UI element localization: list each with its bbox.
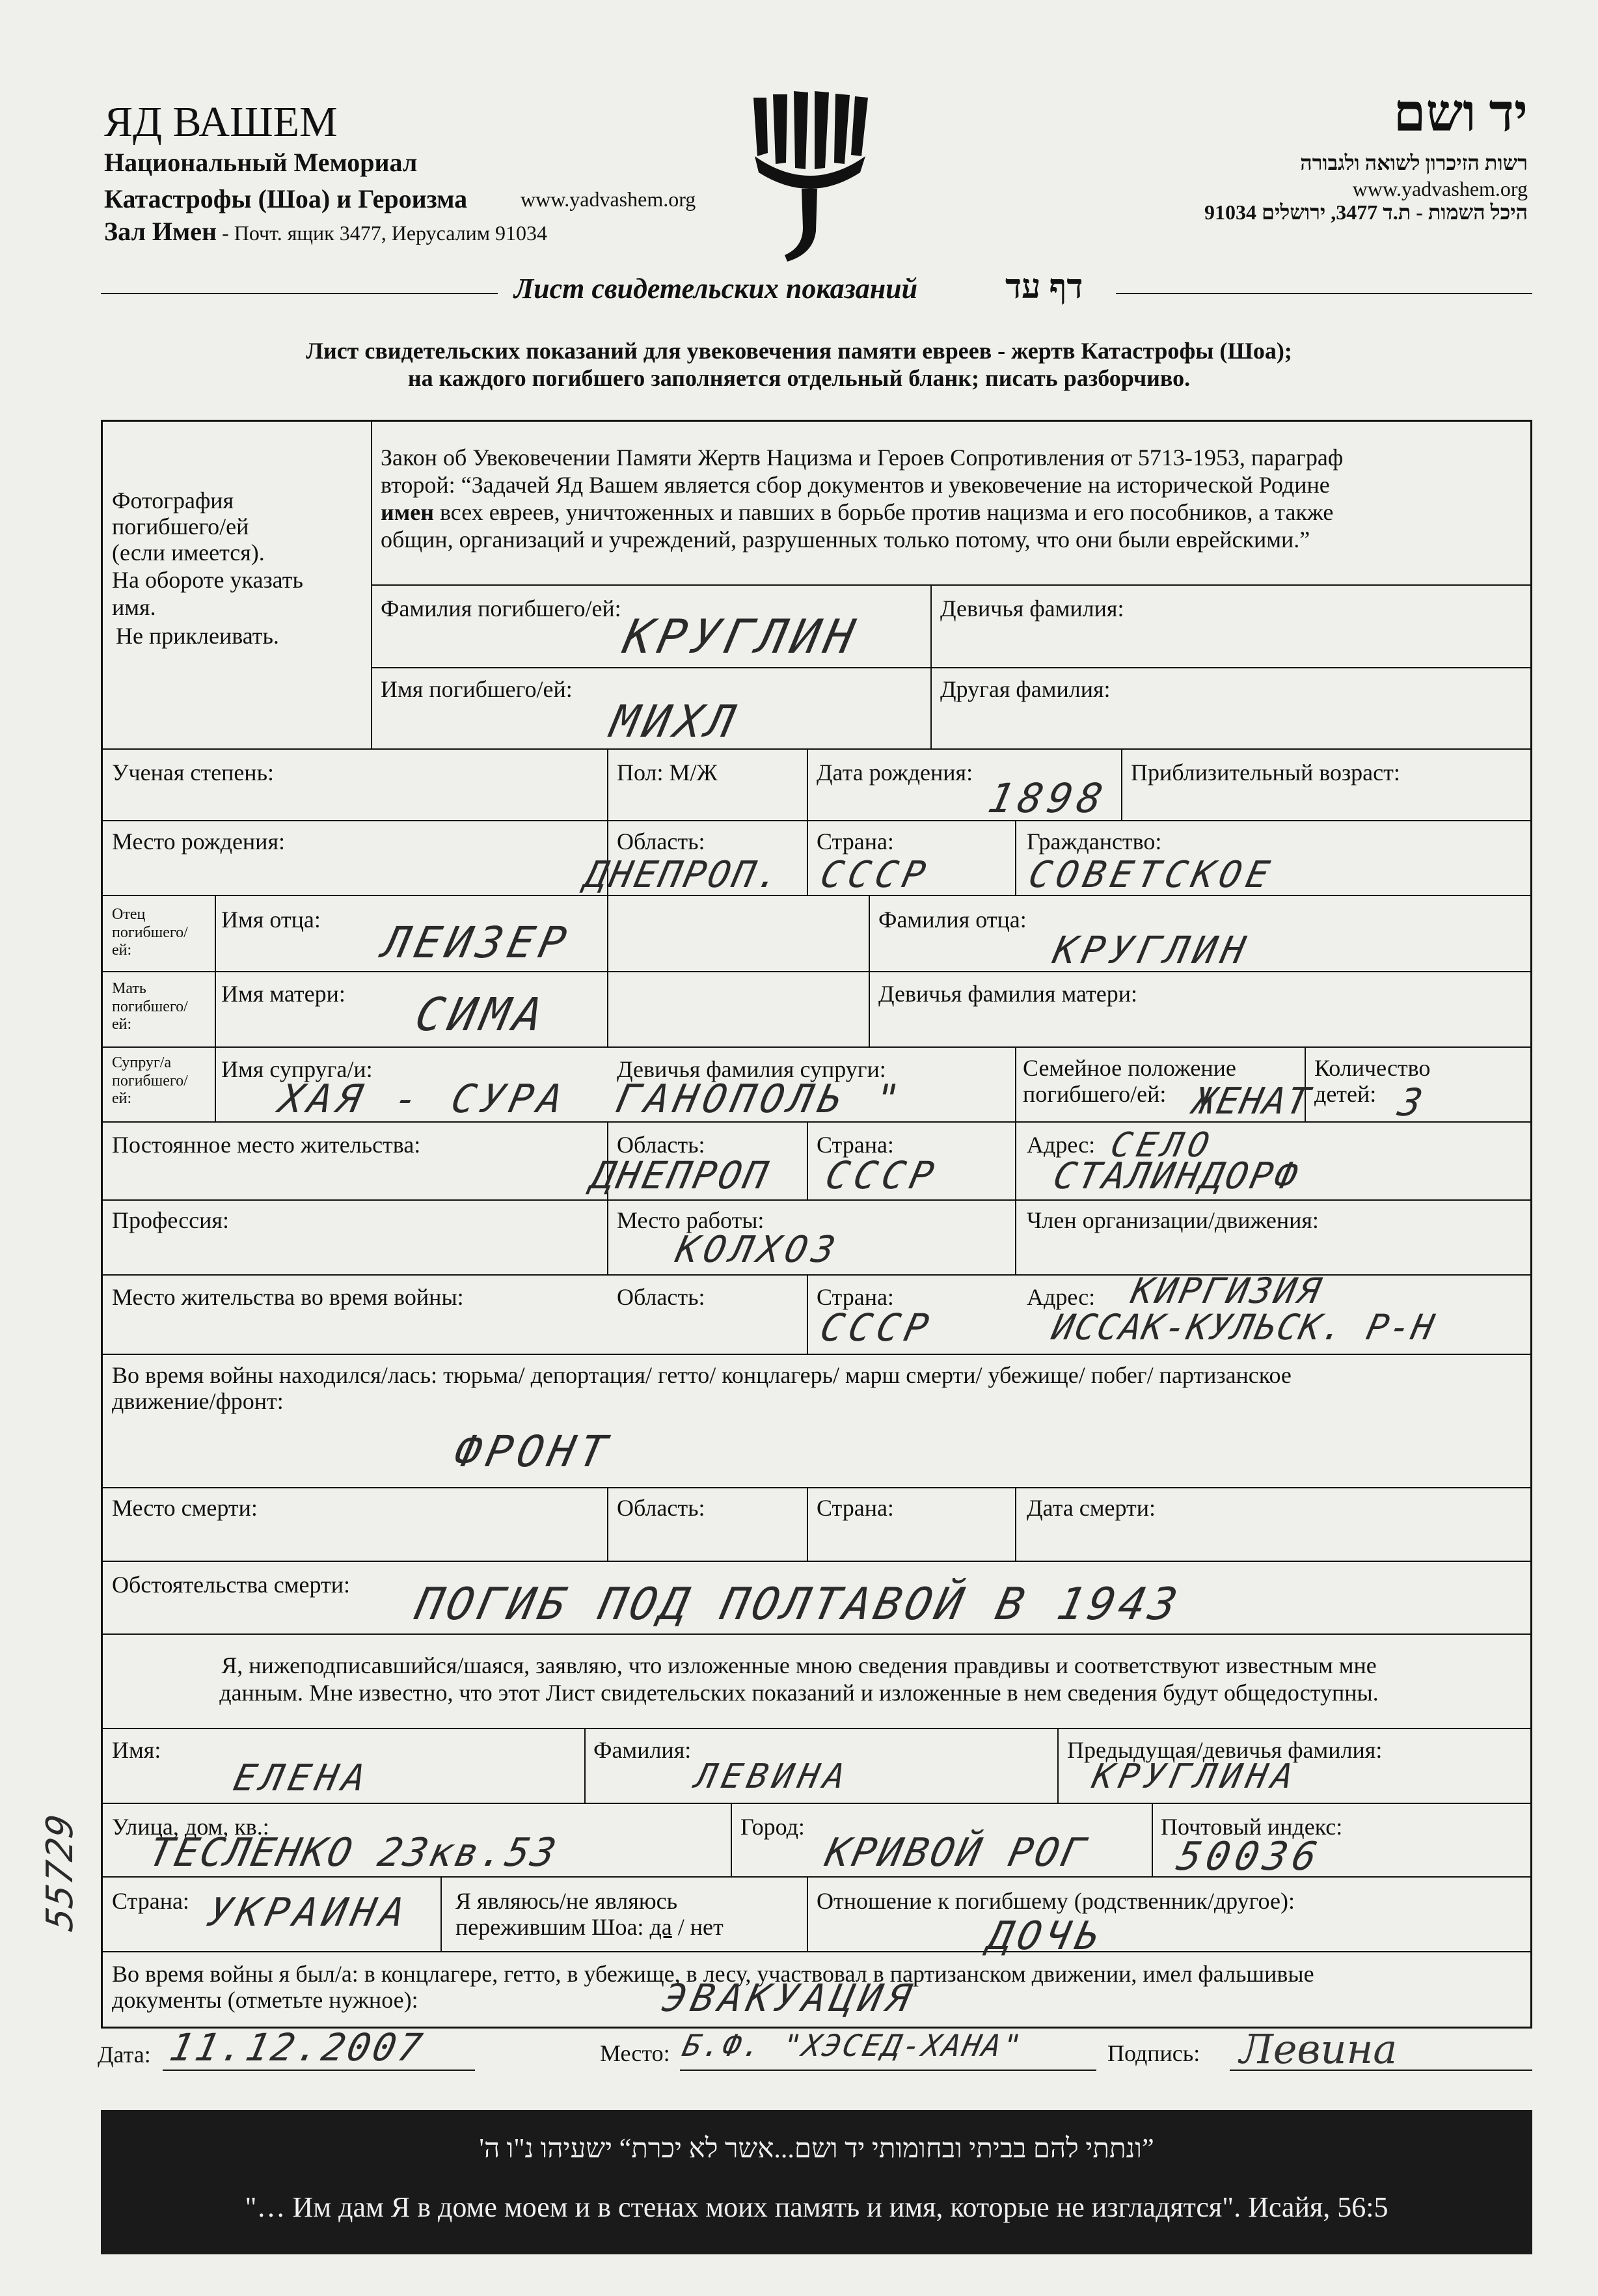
wartime-country-label: Страна: [817, 1284, 894, 1310]
photo-line3: (если имеется). [112, 540, 265, 566]
vr [1015, 820, 1016, 895]
wartime-address-line2[interactable]: ИССАК-КУЛЬСК. Р-Н [1048, 1307, 1439, 1348]
org-subtitle2-ru: Катастрофы (Шоа) и Героизма [104, 184, 468, 213]
father-side-label: Отец погибшего/ ей: [112, 906, 188, 959]
hr [101, 1876, 1532, 1878]
victim-other-surname-label: Другая фамилия: [940, 676, 1111, 702]
yad-vashem-logo [748, 91, 872, 267]
vr [807, 1487, 808, 1561]
death-region-label: Область: [617, 1495, 705, 1521]
wartime-address-label: Адрес: [1027, 1284, 1096, 1310]
law-names-bold: имен [381, 499, 434, 525]
city-value[interactable]: КРИВОЙ РОГ [821, 1830, 1092, 1876]
hall-address: - Почт. ящик 3477, Иерусалим 91034 [217, 221, 548, 245]
workplace-value[interactable]: КОЛХОЗ [672, 1229, 845, 1271]
submitter-war-value[interactable]: ЭВАКУАЦИЯ [658, 1976, 920, 2020]
hr [101, 1561, 1532, 1562]
submitter-name-value[interactable]: ЕЛЕНА [230, 1757, 375, 1799]
hr [101, 1951, 1532, 1952]
hr [101, 1728, 1532, 1729]
vr [607, 1487, 608, 1561]
hr [371, 584, 1532, 586]
photo-line5: имя. [112, 594, 156, 620]
hall-address-ru [104, 216, 547, 247]
photo-line2: погибшего/ей [112, 513, 249, 540]
father-name-value[interactable]: ЛЕИЗЕР [378, 918, 576, 968]
survivor-yes-option[interactable]: да [649, 1914, 672, 1940]
marital-value[interactable]: ЖЕНАТ [1189, 1080, 1315, 1123]
mother-name-value[interactable]: СИМА [411, 988, 553, 1041]
victim-maiden-label: Девичья фамилия: [940, 595, 1124, 622]
father-name-label: Имя отца: [221, 907, 321, 933]
father-surname-value[interactable]: КРУГЛИН [1049, 928, 1254, 972]
death-circumstances-label: Обстоятельства смерти: [112, 1572, 350, 1598]
declaration-line1: Я, нижеподписавшийся/шаяся, заявляю, что изложенные мною сведения правдивы и соответствуют известным мне [221, 1652, 1377, 1678]
marital-label: Семейное положение погибшего/ей: [1023, 1055, 1236, 1107]
vr [1015, 1121, 1016, 1274]
birth-country-value[interactable]: СССР [817, 854, 934, 896]
org-subtitle-he: רשות הזיכרון לשואה ולגבורה [1300, 151, 1528, 174]
hr [101, 1487, 1532, 1488]
law-line4: общин, организаций и учреждений, разрушенных только потому, что они были еврейскими.” [381, 526, 1310, 553]
city-label: Город: [740, 1814, 805, 1840]
photo-line4: На обороте указать [112, 567, 303, 593]
hall-address-he: היכל השמות - ת.ד 3477, ירושלים 91034 [1204, 200, 1528, 224]
birth-region-label: Область: [617, 828, 705, 854]
death-date-label: Дата смерти: [1027, 1495, 1156, 1521]
hr [101, 820, 1532, 821]
submitter-war-line2: документы (отметьте нужное): [112, 1987, 418, 2013]
residence-address-line1[interactable]: СЕЛО [1107, 1126, 1218, 1165]
vr [371, 420, 372, 748]
relation-label: Отношение к погибшему (родственник/другое): [817, 1888, 1295, 1914]
form-title-ru: Лист свидетельских показаний [514, 273, 918, 305]
law-line3 [381, 500, 1333, 526]
submitter-surname-value[interactable]: ЛЕВИНА [692, 1757, 854, 1796]
hr [101, 748, 1532, 750]
vr [807, 1274, 808, 1354]
victim-surname-value[interactable]: КРУГЛИН [619, 609, 865, 664]
wartime-label: Место жительства во время войны: [112, 1284, 464, 1310]
hr [101, 1199, 1532, 1201]
street-label: Улица, дом, кв.: [112, 1814, 269, 1840]
wartime-region-label: Область: [617, 1284, 705, 1310]
hr [101, 971, 1532, 972]
country-label: Страна: [112, 1888, 189, 1914]
father-surname-label: Фамилия отца: [878, 907, 1027, 933]
vr [607, 1121, 608, 1274]
residence-region-value[interactable]: ДНЕПРОП [587, 1153, 774, 1197]
vr [215, 895, 216, 1121]
vr [807, 748, 808, 895]
birthplace-label: Место рождения: [112, 828, 286, 854]
vr [607, 748, 608, 1046]
law-line1: Закон об Увековечении Памяти Жертв Нацизма и Героев Сопротивления от 5713-1953, параграф [381, 444, 1344, 471]
vr [1015, 1046, 1016, 1121]
dob-label: Дата рождения: [817, 759, 973, 786]
place-label: Место: [600, 2040, 670, 2066]
photo-line6: Не приклеивать. [116, 623, 279, 649]
law-line3-rest: всех евреев, уничтоженных и павших в борьбе против нацизма и его пособников, а также [433, 499, 1334, 525]
vr [807, 1121, 808, 1199]
wartime-country-value[interactable]: СССР [816, 1305, 938, 1350]
org-title-he: יד ושם [1393, 85, 1528, 143]
declaration-line2: данным. Мне известно, что этот Лист свидетельских показаний и изложенные в нем сведения будут общедоступны. [219, 1680, 1379, 1706]
submitter-prev-surname-label: Предыдущая/девичья фамилия: [1067, 1737, 1383, 1763]
vr [869, 895, 870, 1046]
instruction-line1: Лист свидетельских показаний для увековечения памяти евреев - жертв Катастрофы (Шоа); [306, 338, 1292, 364]
quote-he: ”ונתתי להם בביתי ובחומותי יד ושם...אשר לא יכרת“ ישעיהו נ"ו ה' [479, 2134, 1154, 2164]
spouse-name-value[interactable]: ХАЯ - СУРА [275, 1076, 572, 1122]
spouse-name-label: Имя супруга/и: [221, 1056, 373, 1082]
residence-address-line2[interactable]: СТАЛИНДОРФ [1050, 1155, 1305, 1197]
war-status-line2: движение/фронт: [112, 1388, 284, 1414]
birth-region-value[interactable]: ДНЕПРОП. [581, 854, 787, 896]
submitter-prev-surname-value[interactable]: КРУГЛИНА [1089, 1757, 1302, 1796]
vr [1015, 1487, 1016, 1561]
date-value[interactable]: 11.12.2007 [165, 2025, 429, 2070]
citizenship-value[interactable]: СОВЕТСКОЕ [1025, 854, 1279, 896]
residence-country-value[interactable]: СССР [821, 1153, 943, 1197]
vr [930, 584, 932, 748]
children-label: Количество детей: [1314, 1055, 1431, 1107]
archive-number: 55729 [39, 1810, 81, 1934]
mother-name-label: Имя матери: [221, 981, 345, 1007]
vr [1152, 1803, 1153, 1876]
quote-band [101, 2110, 1532, 2254]
citizenship-label: Гражданство: [1027, 828, 1162, 854]
law-line2: второй: “Задачей Яд Вашем является сбор документов и увековечение на исторической Родине [381, 472, 1330, 498]
spouse-maiden-label: Девичья фамилия супруги: [617, 1056, 886, 1082]
vr [584, 1728, 586, 1803]
mother-side-label: Мать погибшего/ ей: [112, 980, 188, 1033]
postal-label: Почтовый индекс: [1161, 1814, 1343, 1840]
workplace-label: Место работы: [617, 1207, 765, 1233]
instruction-line2: на каждого погибшего заполняется отдельный бланк; писать разборчиво. [407, 365, 1191, 391]
place-value[interactable]: Б.Ф. "ХЭСЕД-ХАНА" [679, 2028, 1027, 2063]
death-country-label: Страна: [817, 1495, 894, 1521]
hr [371, 667, 1532, 668]
title-rule-left [101, 293, 498, 294]
wartime-address-line1[interactable]: КИРГИЗИЯ [1128, 1270, 1327, 1311]
residence-region-label: Область: [617, 1132, 705, 1158]
postal-value[interactable]: 50036 [1172, 1834, 1327, 1879]
form-title-he: דף עד [1005, 269, 1083, 306]
photo-line1: Фотография [112, 487, 234, 513]
survivor-no-option[interactable]: / нет [671, 1914, 724, 1940]
org-subtitle-ru: Национальный Мемориал [104, 148, 418, 177]
survivor-prefix: пережившим Шоа: [455, 1914, 650, 1940]
member-label: Член организации/движения: [1027, 1207, 1319, 1233]
survivor-label-line2 [455, 1915, 724, 1941]
victim-surname-label: Фамилия погибшего/ей: [381, 595, 621, 622]
vr [1121, 748, 1122, 820]
vr [807, 1876, 808, 1951]
place-underline [680, 2070, 1096, 2071]
website-left: www.yadvashem.org [521, 187, 696, 211]
country-value[interactable]: УКРАИНА [203, 1890, 414, 1935]
submitter-war-line1: Во время войны я был/а: в концлагере, гетто, в убежище, в лесу, участвовал в партизанском движении, имел фальшивые [112, 1961, 1314, 1987]
vr [440, 1876, 442, 1951]
survivor-label-line1: Я являюсь/не являюсь [455, 1888, 678, 1914]
date-label: Дата: [98, 2042, 151, 2068]
submitter-surname-label: Фамилия: [593, 1737, 692, 1763]
signature-underline [1230, 2070, 1532, 2071]
relation-value[interactable]: ДОЧЬ [984, 1913, 1109, 1959]
children-value[interactable]: 3 [1394, 1080, 1432, 1125]
degree-label: Ученая степень: [112, 759, 274, 786]
signature-label: Подпись: [1107, 2040, 1200, 2066]
spouse-maiden-value[interactable]: ГАНОПОЛЬ " [612, 1076, 909, 1122]
date-underline [163, 2070, 475, 2071]
victim-name-label: Имя погибшего/ей: [381, 676, 573, 702]
website-right: www.yadvashem.org [1352, 177, 1528, 200]
hr [101, 1803, 1532, 1804]
signature[interactable]: Левина [1239, 2025, 1398, 2073]
residence-label: Постоянное место жительства: [112, 1132, 421, 1158]
vr [731, 1803, 732, 1876]
residence-country-label: Страна: [817, 1132, 894, 1158]
war-status-line1: Во время войны находился/лась: тюрьма/ депортация/ гетто/ концлагерь/ марш смерти/ убежище/ побег/ партизанское [112, 1362, 1292, 1388]
birth-country-label: Страна: [817, 828, 894, 854]
approx-age-label: Приблизительный возраст: [1131, 759, 1400, 786]
war-status-value[interactable]: ФРОНТ [450, 1427, 616, 1477]
sex-label: Пол: М/Ж [617, 759, 718, 786]
hr [101, 1633, 1532, 1635]
vr [1057, 1728, 1059, 1803]
submitter-name-label: Имя: [112, 1737, 161, 1763]
org-title-ru: ЯД ВАШЕМ [104, 98, 338, 146]
residence-address-label: Адрес: [1027, 1132, 1096, 1158]
quote-ru: "… Им дам Я в доме моем и в стенах моих память и имя, которые не изгладятся". Исайя, 56:5 [245, 2191, 1388, 2223]
death-place-label: Место смерти: [112, 1495, 258, 1521]
mother-maiden-label: Девичья фамилия матери: [878, 981, 1138, 1007]
title-rule-right [1116, 293, 1532, 294]
hr [101, 1046, 1532, 1048]
death-circumstances-value[interactable]: ПОГИБ ПОД ПОЛТАВОЙ В 1943 [411, 1579, 1185, 1630]
dob-value[interactable]: 1898 [984, 774, 1113, 822]
victim-name-value[interactable]: МИХЛ [606, 696, 745, 748]
hr [101, 1354, 1532, 1355]
spouse-side-label: Супруг/а погибшего/ ей: [112, 1054, 188, 1108]
hall-label: Зал Имен [104, 217, 217, 246]
street-value[interactable]: ТЕСЛЕНКО 23кв.53 [144, 1830, 562, 1876]
profession-label: Профессия: [112, 1207, 229, 1233]
